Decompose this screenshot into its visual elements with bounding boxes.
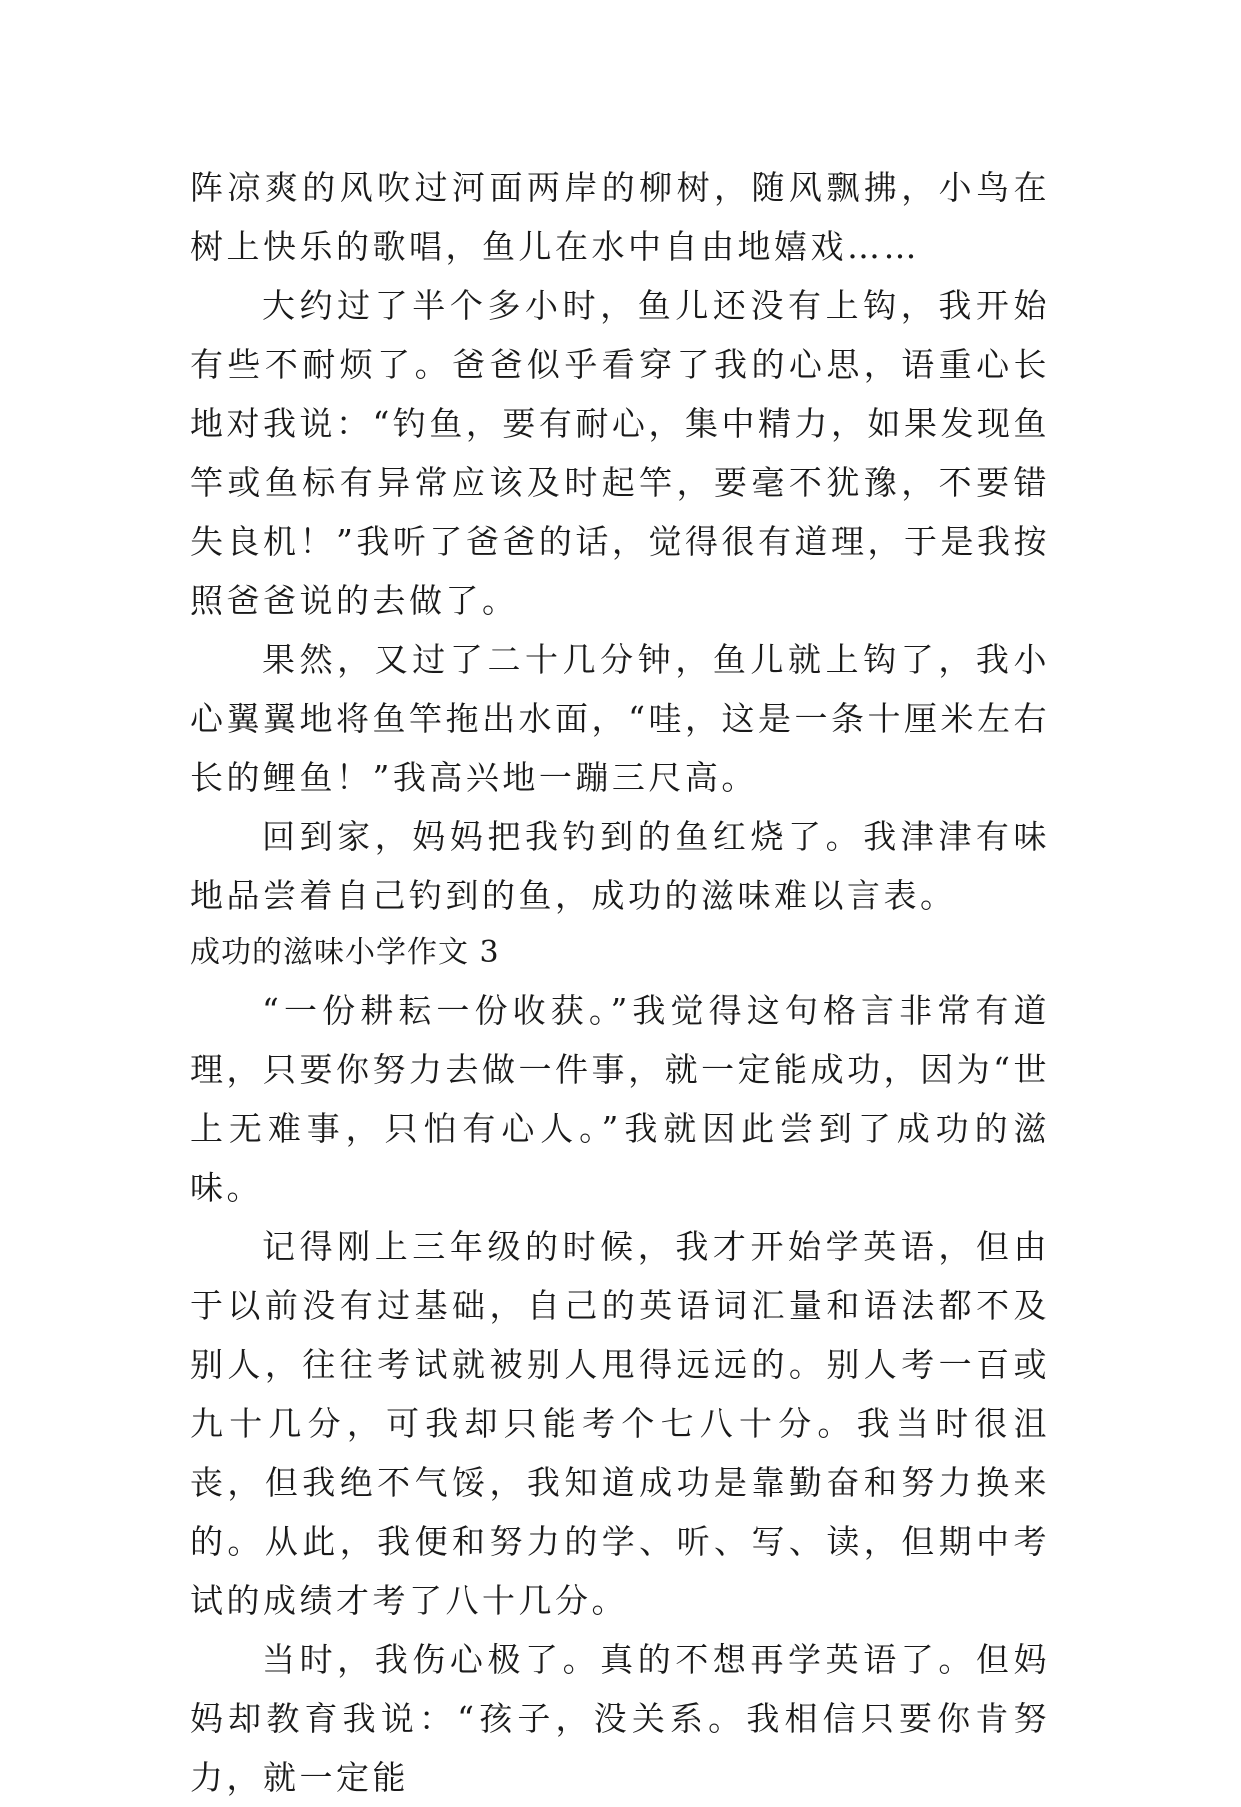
paragraph-home: 回到家，妈妈把我钓到的鱼红烧了。我津津有味地品尝着自己钓到的鱼，成功的滋味难以言表。 bbox=[190, 817, 1050, 915]
paragraph-mother-advice: 当时，我伤心极了。真的不想再学英语了。但妈妈却教育我说：“孩子，没关系。我相信只要你肯努力，就一定能 bbox=[190, 1640, 1050, 1797]
document-body bbox=[190, 158, 1050, 1807]
paragraph-proverb: “一份耕耘一份收获。”我觉得这句格言非常有道理，只要你努力去做一件事，就一定能成功，因为“世上无难事，只怕有心人。”我就因此尝到了成功的滋味。 bbox=[190, 991, 1050, 1207]
section-title: 成功的滋味小学作文 3 bbox=[190, 935, 500, 970]
paragraph-impatience: 大约过了半个多小时，鱼儿还没有上钩，我开始有些不耐烦了。爸爸似乎看穿了我的心思，语重心长地对我说：“钓鱼，要有耐心，集中精力，如果发现鱼竿或鱼标有异常应该及时起竿，要毫不犹豫，不要错失良机！”我听了爸爸的话，觉得很有道理，于是我按照爸爸说的去做了。 bbox=[190, 286, 1050, 620]
paragraph-english-study: 记得刚上三年级的时候，我才开始学英语，但由于以前没有过基础，自己的英语词汇量和语法都不及别人，往往考试就被别人甩得远远的。别人考一百或九十几分，可我却只能考个七八十分。我当时很沮丧，但我绝不气馁，我知道成功是靠勤奋和努力换来的。从此，我便和努力的学、听、写、读，但期中考试的成绩才考了八十几分。 bbox=[190, 1227, 1050, 1620]
paragraph-continued: 阵凉爽的风吹过河面两岸的柳树，随风飘拂，小鸟在树上快乐的歌唱，鱼儿在水中自由地嬉戏…… bbox=[190, 168, 1050, 266]
paragraph-catch: 果然，又过了二十几分钟，鱼儿就上钩了，我小心翼翼地将鱼竿拖出水面，“哇，这是一条十厘米左右长的鲤鱼！”我高兴地一蹦三尺高。 bbox=[190, 640, 1050, 797]
